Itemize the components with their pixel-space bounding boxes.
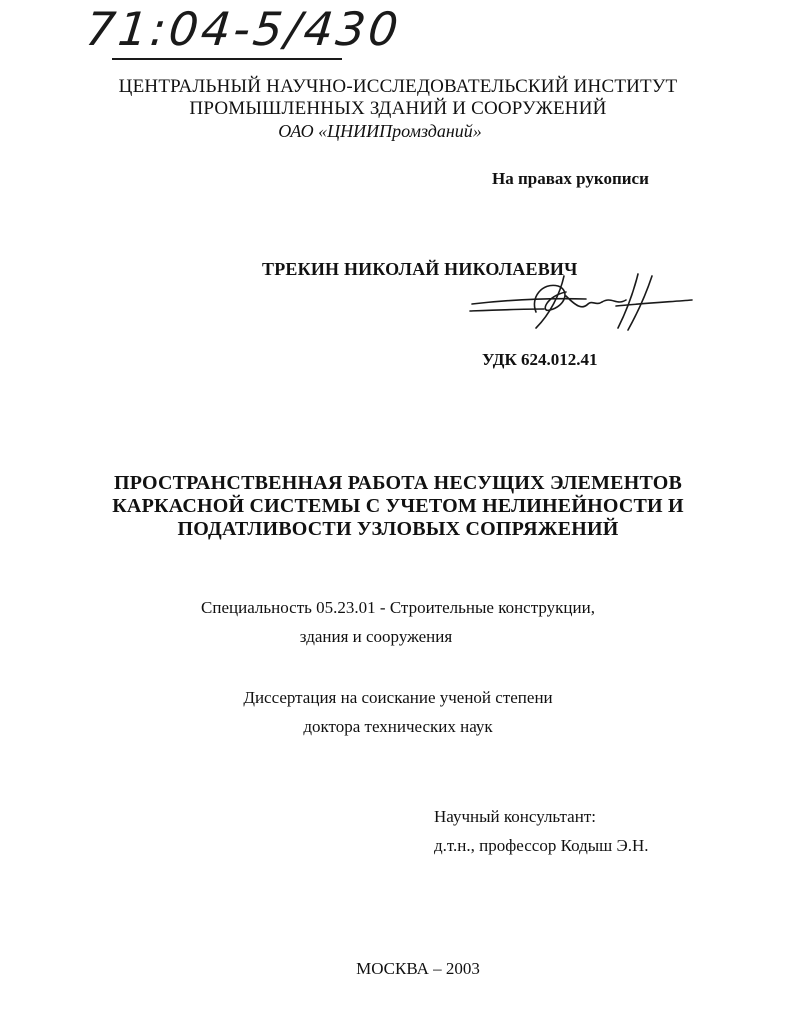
institute-name-line-2: ПРОМЫШЛЕННЫХ ЗДАНИЙ И СООРУЖЕНИЙ — [189, 98, 607, 119]
specialty-line-1: Специальность 05.23.01 - Строительные конструкции, — [201, 598, 595, 617]
specialty-line-2: здания и сооружения — [299, 627, 453, 646]
archive-code: 71:04-5/430 — [83, 2, 404, 56]
title-line-3: ПОДАТЛИВОСТИ УЗЛОВЫХ СОПРЯЖЕНИЙ — [177, 518, 619, 540]
manuscript-note: На правах рукописи — [492, 169, 649, 188]
archive-code-underline — [112, 58, 342, 60]
handwritten-signature — [466, 266, 696, 336]
degree-line-1: Диссертация на соискание ученой степени — [243, 688, 553, 707]
city-year: МОСКВА – 2003 — [356, 959, 480, 978]
institute-name-line-1: ЦЕНТРАЛЬНЫЙ НАУЧНО-ИССЛЕДОВАТЕЛЬСКИЙ ИНСТИТУТ — [118, 76, 678, 97]
title-line-2: КАРКАСНОЙ СИСТЕМЫ С УЧЕТОМ НЕЛИНЕЙНОСТИ И — [112, 495, 684, 517]
title-line-1: ПРОСТРАНСТВЕННАЯ РАБОТА НЕСУЩИХ ЭЛЕМЕНТОВ — [113, 472, 683, 494]
degree-line-2: доктора технических наук — [303, 717, 493, 736]
author-name: ТРЕКИН НИКОЛАЙ НИКОЛАЕВИЧ — [262, 259, 578, 279]
institute-abbreviation: ОАО «ЦНИИПромзданий» — [278, 121, 482, 141]
consultant-label: Научный консультант: — [434, 807, 596, 826]
udc-code: УДК 624.012.41 — [482, 350, 598, 369]
consultant-name: д.т.н., профессор Кодыш Э.Н. — [434, 836, 649, 855]
